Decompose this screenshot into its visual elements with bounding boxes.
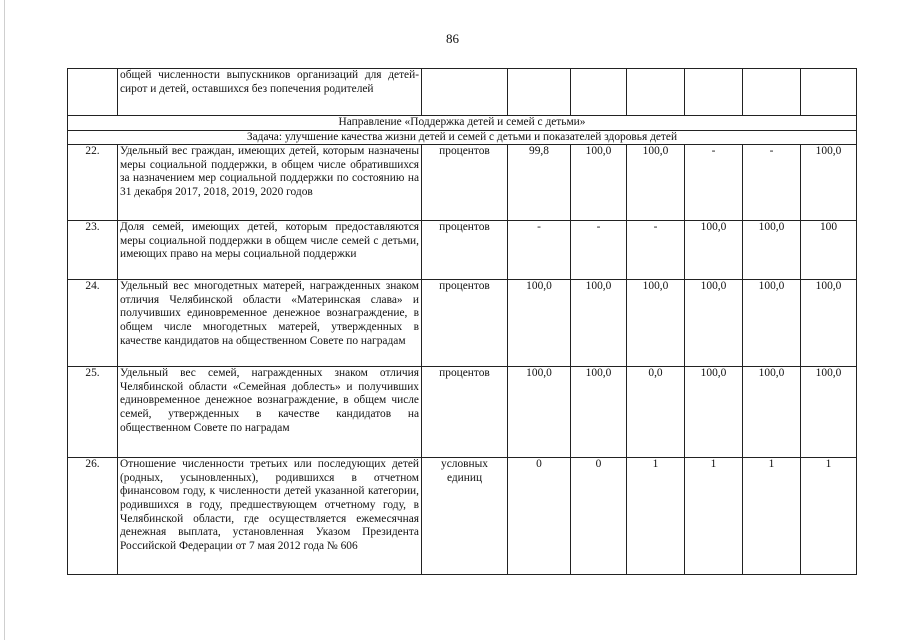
row-value	[685, 69, 743, 116]
row-description: Удельный вес многодетных матерей, награжденных знаком отличия Челябинской области «Материнская слава» и получивших единовременное денежное вознаграждение, в общем числе многодетных матерей, утвержденных в качестве кандидатов на общественном Совете по наградам	[118, 280, 422, 367]
row-number: 24.	[68, 280, 118, 367]
row-value: 100,0	[801, 367, 857, 458]
table-row	[68, 367, 857, 458]
page-number: 86	[446, 31, 459, 46]
row-value	[743, 69, 801, 116]
row-value: 0	[571, 458, 627, 575]
row-value	[801, 69, 857, 116]
row-value: 100,0	[743, 280, 801, 367]
table-row	[68, 221, 857, 280]
row-value: 100,0	[685, 221, 743, 280]
row-value: 1	[685, 458, 743, 575]
row-unit	[422, 69, 508, 116]
row-value: 100,0	[627, 145, 685, 221]
row-value	[508, 69, 571, 116]
row-number: 23.	[68, 221, 118, 280]
row-value: 99,8	[508, 145, 571, 221]
row-description: Удельный вес семей, награжденных знаком отличия Челябинской области «Семейная доблесть» и получивших единовременное денежное вознаграждение, в общем числе семей, утвержденных в качестве кандидатов на общественном Совете по наградам	[118, 367, 422, 458]
row-unit: процентов	[422, 145, 508, 221]
row-value: -	[508, 221, 571, 280]
task-header: Задача: улучшение качества жизни детей и семей с детьми и показателей здоровья детей	[68, 130, 857, 145]
row-value: 1	[801, 458, 857, 575]
row-value: -	[685, 145, 743, 221]
row-number: 26.	[68, 458, 118, 575]
row-value: 100,0	[743, 367, 801, 458]
row-value: 0	[508, 458, 571, 575]
indicators-table	[67, 68, 857, 575]
row-value: 100,0	[508, 367, 571, 458]
row-number: 25.	[68, 367, 118, 458]
table-row	[68, 280, 857, 367]
row-value: 100,0	[571, 280, 627, 367]
row-description: Отношение численности третьих или последующих детей (родных, усыновленных), родившихся в отчетном финансовом году, к численности детей указанной категории, родившихся в году, предшествующем отчетному году, в Челябинской области, где осуществляется ежемесячная денежная выплата, установленная Указом Президента Российской Федерации от 7 мая 2012 года № 606	[118, 458, 422, 575]
row-description: Доля семей, имеющих детей, которым предоставляются меры социальной поддержки в общем числе семей с детьми, имеющих право на меры социальной поддержки	[118, 221, 422, 280]
row-unit: процентов	[422, 280, 508, 367]
direction-header: Направление «Поддержка детей и семей с детьми»	[68, 116, 857, 131]
table-row	[68, 145, 857, 221]
table-row	[68, 458, 857, 575]
row-value: 1	[627, 458, 685, 575]
row-value	[627, 69, 685, 116]
row-value: 100,0	[743, 221, 801, 280]
row-unit: условных единиц	[422, 458, 508, 575]
row-value: 1	[743, 458, 801, 575]
page-edge-line	[4, 0, 5, 640]
row-value: -	[571, 221, 627, 280]
row-value: 0,0	[627, 367, 685, 458]
row-value: -	[743, 145, 801, 221]
row-value	[571, 69, 627, 116]
row-value: 100,0	[508, 280, 571, 367]
row-value: 100,0	[571, 367, 627, 458]
row-value: 100,0	[627, 280, 685, 367]
row-value: 100,0	[685, 367, 743, 458]
direction-header-row	[68, 116, 857, 131]
row-number: 22.	[68, 145, 118, 221]
row-value: 100	[801, 221, 857, 280]
row-description: Удельный вес граждан, имеющих детей, которым назначены меры социальной поддержки, в общем числе обратившихся за назначением мер социальной поддержки по состоянию на 31 декабря 2017, 2018, 2019, 2020 годов	[118, 145, 422, 221]
table-row-continued	[68, 69, 857, 116]
row-unit: процентов	[422, 367, 508, 458]
row-value: 100,0	[571, 145, 627, 221]
row-description: общей численности выпускников организаций для детей-сирот и детей, оставшихся без попечения родителей	[118, 69, 422, 116]
row-unit: процентов	[422, 221, 508, 280]
task-header-row	[68, 130, 857, 145]
row-value: -	[627, 221, 685, 280]
row-number	[68, 69, 118, 116]
row-value: 100,0	[801, 280, 857, 367]
row-value: 100,0	[801, 145, 857, 221]
row-value: 100,0	[685, 280, 743, 367]
